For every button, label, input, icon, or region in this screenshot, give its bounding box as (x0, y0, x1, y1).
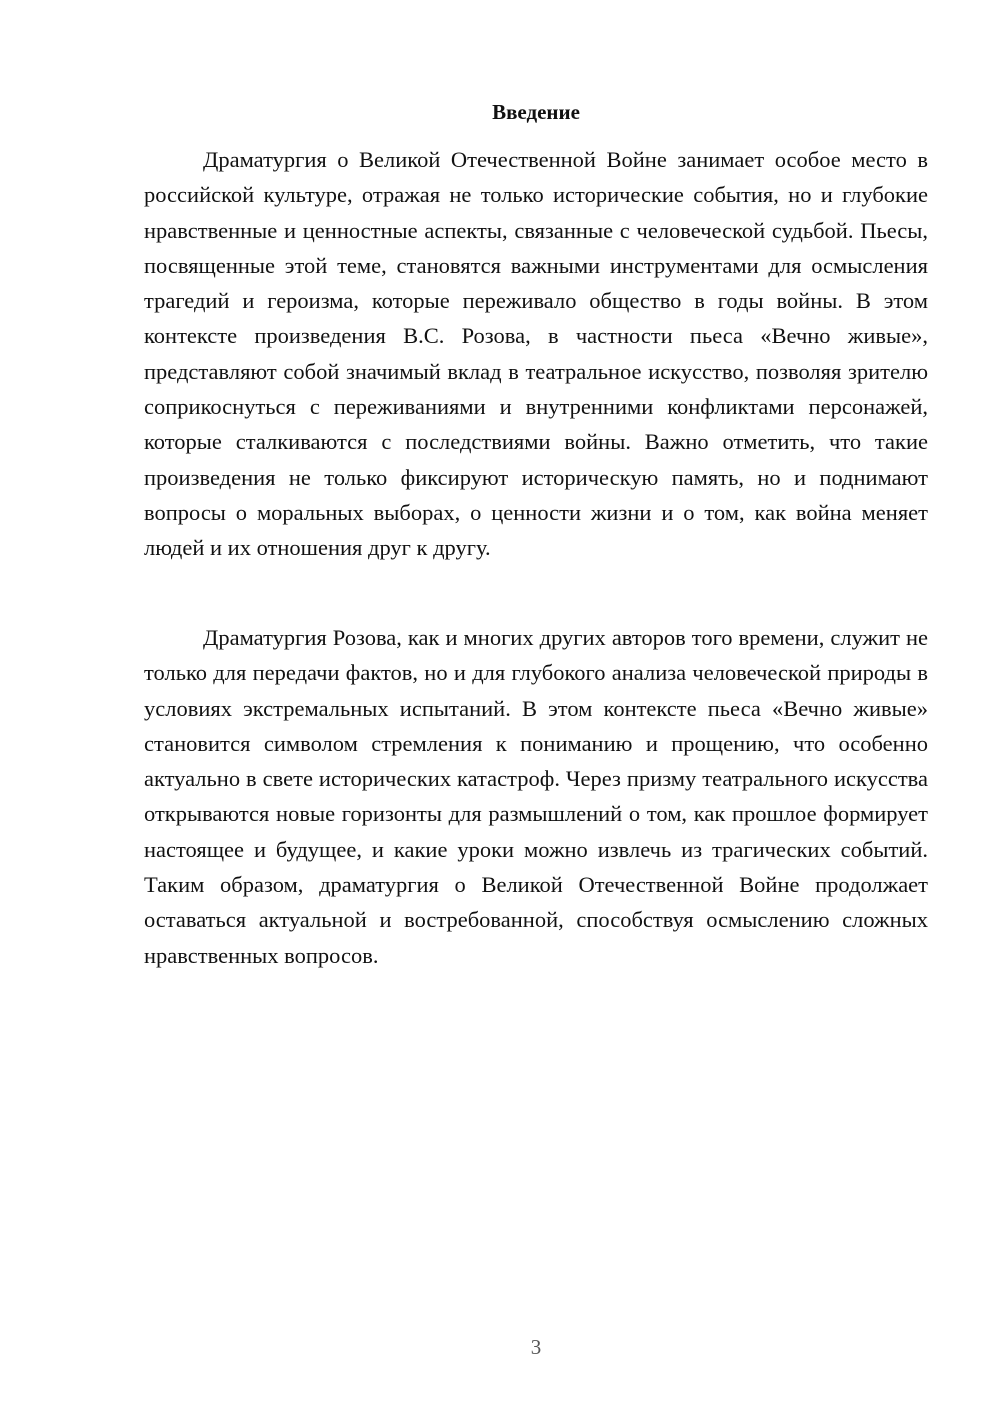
paragraph-2: Драматургия Розова, как и многих других авторов того времени, служит не только для передачи фактов, но и для глубокого анализа человеческой природы в условиях экстремальных испытаний. В этом контексте пьеса «Вечно живые» становится символом стремления к пониманию и прощению, что особенно актуально в свете исторических катастроф. Через призму театрального искусства открываются новые горизонты для размышлений о том, как прошлое формирует настоящее и будущее, и какие уроки можно извлечь из трагических событий. Таким образом, драматургия о Великой Отечественной Войне продолжает оставаться актуальной и востребованной, способствуя осмыслению сложных нравственных вопросов. (144, 625, 928, 968)
paragraph-1: Драматургия о Великой Отечественной Войне занимает особое место в российской культуре, отражая не только исторические события, но и глубокие нравственные и ценностные аспекты, связанные с человеческой судьбой. Пьесы, посвященные этой теме, становятся важными инструментами для осмысления трагедий и героизма, которые переживало общество в годы войны. В этом контексте произведения В.С. Розова, в частности пьеса «Вечно живые», представляют собой значимый вклад в театральное искусство, позволяя зрителю соприкоснуться с переживаниями и внутренними конфликтами персонажей, которые сталкиваются с последствиями войны. Важно отметить, что такие произведения не только фиксируют историческую память, но и поднимают вопросы о моральных выборах, о ценности жизни и о том, как война меняет людей и их отношения друг к другу. (144, 147, 928, 561)
page-title: Введение (492, 100, 580, 124)
page-number: 3 (530, 1335, 542, 1359)
